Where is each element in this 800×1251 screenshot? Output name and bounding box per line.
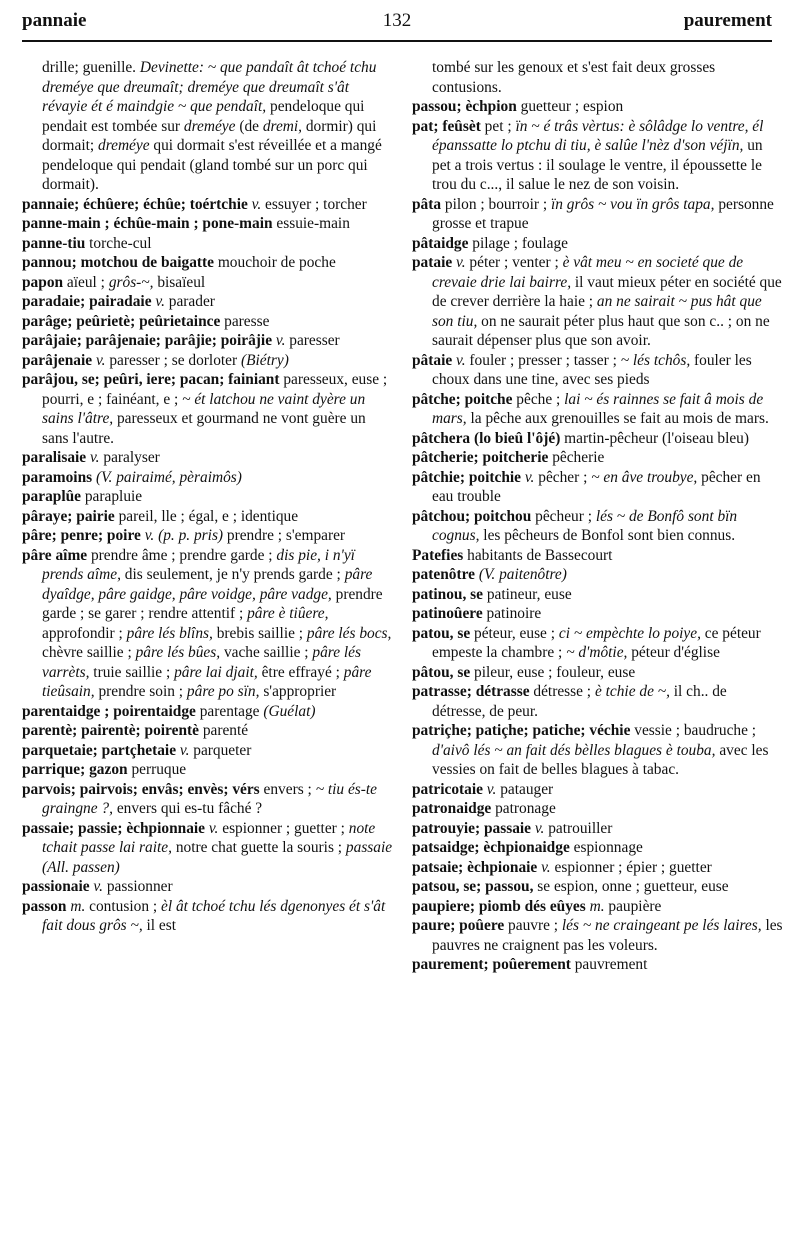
right-column — [412, 58, 784, 975]
dictionary-entry — [412, 721, 784, 780]
entry-text: essuyer ; torcher — [261, 195, 367, 213]
header-left-headword: pannaie — [22, 10, 87, 31]
entry-text: pilage ; foulage — [468, 234, 569, 252]
dictionary-entry — [412, 390, 784, 429]
entry-headword: passaie; passie; èchpionnaie — [22, 819, 205, 837]
entry-headword: parâge; peûrietè; peûrietaince — [22, 312, 221, 330]
dictionary-entry — [412, 585, 784, 605]
entry-text: pendeloque qui pendait est tombée sur — [42, 98, 365, 135]
entry-headword: pâtche; poitche — [412, 390, 513, 408]
entry-headword: pâtchera (lo bieû l'ôjé) — [412, 429, 561, 447]
entry-italic-text: ~ tiu és-te graingne ?, — [42, 780, 378, 817]
entry-text: péteur d'église — [627, 644, 720, 661]
entry-text: paresser ; se dorloter — [105, 351, 241, 369]
dictionary-entry — [22, 214, 394, 234]
entry-text: ce péteur empeste la chambre ; — [432, 624, 761, 661]
entry-text: patinoire — [482, 605, 542, 622]
entry-text: pilon ; bourroir ; — [441, 195, 551, 213]
entry-italic-text: pâre tieûsain, — [42, 663, 372, 700]
entry-italic-text: passaie (All. passen) — [42, 839, 393, 876]
entry-text: les pêcheurs de Bonfol sont bien connus. — [479, 527, 736, 544]
entry-italic-text: v. — [86, 449, 100, 466]
entry-italic-text: dis pie, i n'yï prends aîme, — [42, 546, 355, 583]
entry-text: prendre ; s'emparer — [223, 527, 346, 544]
header-right-headword: paurement — [683, 10, 772, 31]
dictionary-entry — [22, 468, 394, 488]
entry-headword: patrouyie; passaie — [412, 819, 531, 837]
entry-text: espionner ; guetter ; — [218, 819, 349, 837]
dictionary-entry — [412, 682, 784, 721]
entry-text: prendre soin ; — [94, 683, 187, 700]
entry-headword: pâtcherie; poitcherie — [412, 449, 549, 466]
entry-text: péter ; venter ; — [465, 254, 563, 271]
entry-text: fouler ; presser ; tasser ; — [465, 351, 621, 369]
entry-text: parqueter — [189, 741, 252, 759]
entry-text: les pauvres ne craignent pas les voleurs. — [432, 917, 783, 954]
entry-italic-text: v. — [537, 858, 551, 876]
entry-text: se espion, onne ; guetteur, euse — [533, 878, 729, 895]
entry-italic-text: (V. paitenôtre) — [474, 566, 567, 583]
entry-italic-text: pâre lés varrèts, — [42, 644, 361, 681]
entry-text: dormir) qui dormait; — [42, 117, 377, 154]
entry-text: paresser — [285, 332, 340, 349]
entry-text: bisaïeul — [153, 273, 206, 291]
dictionary-entry — [22, 292, 394, 312]
entry-text: paralyser — [99, 449, 160, 466]
entry-italic-text: pâre lés bûes, — [135, 644, 221, 661]
dictionary-entry — [22, 448, 394, 468]
dictionary-entry — [22, 819, 394, 878]
dictionary-entry — [412, 468, 784, 507]
dictionary-entry — [22, 195, 394, 215]
entry-italic-text: dremi, — [262, 117, 303, 135]
dictionary-entry — [22, 253, 394, 273]
entry-italic-text: v. — [452, 254, 466, 271]
dictionary-entry — [412, 234, 784, 254]
entry-italic-text: v. — [92, 351, 106, 369]
entry-headword: parvois; pairvois; envâs; envès; vérs — [22, 780, 260, 798]
entry-text: dis seulement, je n'y prends garde ; — [120, 566, 345, 583]
dictionary-entry — [412, 799, 784, 819]
entry-text: qui dormait s'est réveillée et a mangé pendeloque qui pendait (gland tombé sur un porc qui dormait). — [42, 137, 382, 193]
entry-headword: passionaie — [22, 878, 90, 895]
dictionary-entry — [412, 838, 784, 858]
entry-headword: patsou, se; passou, — [412, 878, 534, 895]
page-number: 132 — [382, 10, 412, 31]
entry-headword: patou, se — [412, 624, 471, 642]
entry-text: pêcher ; — [534, 468, 592, 486]
entry-headword: pannaie; échûere; échûe; toértchie — [22, 195, 248, 213]
dictionary-entry — [412, 916, 784, 955]
header-rule — [22, 40, 772, 42]
dictionary-entry — [22, 721, 394, 741]
entry-headword: pâtou, se — [412, 663, 471, 681]
entry-italic-text: pâre po sïn, — [186, 683, 260, 700]
entry-text: martin-pêcheur (l'oiseau bleu) — [560, 429, 749, 447]
entry-text: patauger — [496, 780, 554, 798]
entry-text: pêcherie — [548, 449, 605, 466]
dictionary-entry — [412, 546, 784, 566]
entry-italic-text: v. — [89, 878, 103, 895]
entry-headword: paradaie; pairadaie — [22, 293, 152, 310]
entry-text: il vaut mieux péter en société que de crever derrière la haie ; — [432, 273, 782, 310]
dictionary-entry — [22, 273, 394, 293]
left-column — [22, 58, 394, 936]
entry-text: tombé sur les genoux et s'est fait deux grosses contusions. — [432, 59, 716, 96]
entry-italic-text: (Guélat) — [263, 702, 316, 720]
entry-headword: patinoûere — [412, 605, 483, 622]
entry-text: parader — [164, 293, 215, 310]
entry-headword: parquetaie; partçhetaie — [22, 741, 177, 759]
dictionary-entry — [412, 507, 784, 546]
entry-headword: paraplûe — [22, 488, 82, 505]
entry-text: passionner — [102, 878, 173, 895]
entry-headword: pâre; penre; poire — [22, 527, 141, 544]
dictionary-entry — [22, 507, 394, 527]
entry-text: avec les vessies on fait de belles blagues à tabac. — [432, 741, 769, 778]
entry-italic-text: v. — [452, 351, 466, 369]
entry-text: approfondir ; — [42, 624, 127, 642]
dictionary-entry — [22, 370, 394, 448]
entry-italic-text: lai ~ és rainnes se fait â mois de mars, — [432, 390, 764, 427]
entry-headword: parentè; pairentè; poirentè — [22, 722, 199, 739]
entry-text: pauvrement — [570, 956, 648, 973]
entry-italic-text: v. — [272, 332, 286, 349]
entry-text: envers ; — [259, 780, 316, 798]
entry-italic-text: lés ~ ne craingeant pe lés laires, — [561, 917, 762, 934]
entry-italic-text: ~ d'môtie, — [566, 644, 628, 661]
entry-italic-text: è vât meu ~ en societé que de crevaie drie lai bairre, — [432, 254, 744, 291]
entry-italic-text: (V. pairaimé, pèraimôs) — [92, 468, 242, 486]
entry-text: patineur, euse — [483, 585, 572, 603]
entry-italic-text: ~ ét latchou ne vaint dyère un sains l'âtre, — [42, 390, 366, 427]
dictionary-entry — [22, 487, 394, 507]
entry-text: détresse ; — [529, 683, 595, 700]
entry-continuation — [412, 58, 784, 97]
entry-continuation — [22, 58, 394, 195]
entry-text: perruque — [127, 761, 187, 778]
dictionary-entry — [412, 448, 784, 468]
dictionary-entry — [22, 897, 394, 936]
entry-text: péteur, euse ; — [470, 624, 559, 642]
entry-text: espionner ; épier ; guetter — [550, 858, 712, 876]
dictionary-entry — [22, 234, 394, 254]
dictionary-entry — [22, 741, 394, 761]
entry-headword: pâtchou; poitchou — [412, 507, 532, 525]
entry-text: envers qui es-tu fâché ? — [112, 800, 263, 817]
entry-headword: paramoins — [22, 468, 93, 486]
entry-italic-text: d'aivô lés ~ an fait dés bèlles blagues è touba, — [432, 741, 716, 759]
entry-italic-text: pâre dyaîdge, pâre gaidge, pâre voidge, pâre vadge, — [42, 566, 373, 603]
entry-text: pêcher en eau trouble — [432, 468, 761, 505]
entry-italic-text: pâre lai djait, — [174, 663, 258, 681]
dictionary-entry — [412, 604, 784, 624]
entry-headword: pâre aîme — [22, 546, 88, 564]
entry-italic-text: è tchie de ~, — [594, 683, 670, 700]
entry-italic-text: v. — [205, 819, 219, 837]
dictionary-entry — [22, 780, 394, 819]
entry-headword: parâjou, se; peûri, iere; pacan; fainiant — [22, 371, 280, 388]
entry-text: (de — [235, 117, 263, 135]
entry-italic-text: Devinette: ~ que pandaît ât tchoé tchu dreméye que dreumaît; dreméye que dreumaît s'ât révayie ét é maindgie ~ que pendaît, — [42, 59, 377, 115]
entry-text: un pet a trois vertus : il soulage le ventre, il époussette le trou du c..., il salue le nez de son voisin. — [432, 137, 763, 193]
dictionary-entry — [412, 858, 784, 878]
entry-headword: passou; èchpion — [412, 98, 517, 115]
entry-italic-text: pâre è tiûere, — [247, 605, 329, 622]
entry-text: brebis saillie ; — [212, 624, 307, 642]
dictionary-entry — [412, 897, 784, 917]
entry-headword: pâtaie — [412, 351, 453, 369]
entry-text: chèvre saillie ; — [42, 644, 136, 661]
entry-headword: Patefies — [412, 546, 464, 564]
entry-text: notre chat guette la souris ; — [171, 839, 346, 856]
dictionary-entry — [412, 624, 784, 663]
entry-text: pileur, euse ; fouleur, euse — [470, 663, 636, 681]
dictionary-entry — [412, 351, 784, 390]
entry-headword: parâjenaie — [22, 351, 93, 369]
entry-italic-text: pâre lés blîns, — [126, 624, 213, 642]
entry-italic-text: lés ~ de Bonfô sont bïn cognus, — [432, 507, 738, 544]
entry-text: patrouiller — [544, 819, 613, 837]
entry-italic-text: dreméye — [183, 117, 236, 135]
entry-text: paupière — [604, 897, 662, 915]
entry-headword: patinou, se — [412, 585, 483, 603]
entry-text: parapluie — [81, 488, 143, 505]
entry-headword: paurement; poûerement — [412, 956, 571, 973]
entry-headword: panne-tiu — [22, 234, 86, 252]
entry-text: vache saillie ; — [220, 644, 313, 661]
entry-text: drille; guenille. — [42, 59, 140, 76]
entry-headword: pâta — [412, 195, 442, 213]
entry-text: torche-cul — [85, 234, 152, 252]
entry-italic-text: note tchait passe lai raite, — [42, 819, 376, 856]
entry-text: habitants de Bassecourt — [463, 546, 613, 564]
entry-text: pet ; — [480, 117, 516, 135]
entry-italic-text: (Biétry) — [240, 351, 289, 369]
entry-italic-text: v. — [482, 780, 497, 798]
entry-text: s'approprier — [259, 683, 337, 700]
entry-text: il est — [142, 917, 177, 934]
entry-headword: patricotaie — [412, 780, 483, 798]
entry-text: il ch.. de détresse, de peur. — [432, 683, 727, 720]
entry-italic-text: m. — [66, 897, 86, 915]
entry-text: pauvre ; — [504, 917, 562, 934]
entry-text: paresseux, euse ; pourri, e ; fainéant, e ; — [42, 371, 388, 408]
entry-headword: pat; feûsèt — [412, 117, 481, 135]
entry-headword: paure; poûere — [412, 917, 505, 934]
entry-headword: passon — [22, 897, 67, 915]
entry-italic-text: ïn grôs ~ vou ïn grôs tapa, — [550, 195, 715, 213]
entry-headword: patenôtre — [412, 566, 475, 583]
entry-text: être effrayé ; — [257, 663, 344, 681]
entry-text: truie saillie ; — [89, 663, 175, 681]
entry-text: aïeul ; — [63, 273, 109, 291]
entry-headword: patsaie; èchpionaie — [412, 858, 538, 876]
dictionary-entry — [22, 526, 394, 546]
dictionary-entry — [22, 760, 394, 780]
entry-text: la pêche aux grenouilles se fait au mois de mars. — [466, 410, 769, 427]
entry-italic-text: pâre lés bocs, — [306, 624, 392, 642]
entry-text: patronage — [491, 800, 556, 817]
entry-headword: pataie — [412, 254, 453, 271]
entry-text: guetteur ; espion — [516, 98, 624, 115]
entry-headword: patronaidge — [412, 800, 492, 817]
entry-text: vessie ; baudruche ; — [630, 722, 757, 739]
entry-headword: patsaidge; èchpionaidge — [412, 839, 570, 856]
dictionary-entry — [412, 819, 784, 839]
entry-headword: patrasse; détrasse — [412, 683, 530, 700]
entry-headword: patriçhe; patiçhe; patiche; véchie — [412, 722, 631, 739]
entry-headword: paupiere; piomb dés eûyes — [412, 897, 586, 915]
dictionary-entry — [412, 195, 784, 234]
entry-italic-text: v. — [176, 741, 190, 759]
entry-text: parenté — [198, 722, 249, 739]
entry-italic-text: ~ en âve troubye, — [591, 468, 698, 486]
entry-headword: panne-main ; échûe-main ; pone-main — [22, 215, 273, 232]
entry-text: parentage — [195, 702, 264, 720]
dictionary-entry — [22, 351, 394, 371]
page-header — [22, 10, 772, 40]
entry-text: personne grosse et trapue — [432, 195, 774, 232]
entry-headword: parentaidge ; poirentaidge — [22, 702, 196, 720]
entry-text: fouler les choux dans une tine, avec ses pieds — [432, 351, 752, 388]
entry-text: mouchoir de poche — [213, 254, 336, 271]
entry-text: paresseux et gourmand ne vont guère un sans l'autre. — [42, 410, 366, 447]
entry-italic-text: dreméye — [98, 137, 150, 154]
dictionary-entry — [412, 877, 784, 897]
dictionary-entry — [22, 877, 394, 897]
entry-italic-text: v. (p. p. pris) — [140, 527, 224, 544]
entry-text: paresse — [220, 312, 270, 330]
dictionary-entry — [22, 331, 394, 351]
entry-headword: parrique; gazon — [22, 761, 128, 778]
entry-italic-text: v. — [531, 819, 545, 837]
entry-headword: papon — [22, 273, 64, 291]
entry-headword: pâtchie; poitchie — [412, 468, 522, 486]
entry-italic-text: grôs-~, — [108, 273, 154, 291]
entry-text: pareil, lle ; égal, e ; identique — [114, 507, 299, 525]
dictionary-entry — [412, 429, 784, 449]
entry-headword: parâjaie; parâjenaie; parâjie; poirâjie — [22, 332, 273, 349]
entry-headword: pannou; motchou de baigatte — [22, 254, 214, 271]
dictionary-entry — [412, 565, 784, 585]
dictionary-entry — [412, 117, 784, 195]
entry-italic-text: ci ~ empèchte lo poiye, — [558, 624, 701, 642]
entry-text: pêcheur ; — [531, 507, 596, 525]
dictionary-entry — [412, 955, 784, 975]
entry-italic-text: an ne sairait ~ pus hât que son tiu, — [432, 293, 762, 330]
entry-italic-text: ïn ~ é trâs vèrtus: è sôlâdge lo ventre, él épanssatte lo ptchu di tiu, è salûe l'nèz d'son véjïn, — [432, 117, 764, 154]
dictionary-entry — [412, 663, 784, 683]
entry-italic-text: m. — [585, 897, 605, 915]
entry-italic-text: èl ât tchoé tchu lés dgenonyes ét s'ât fait dous grôs ~, — [42, 897, 386, 934]
entry-text: espionnage — [569, 839, 643, 856]
entry-italic-text: ~ lés tchôs, — [620, 351, 691, 369]
entry-italic-text: v. — [521, 468, 535, 486]
entry-text: pêche ; — [512, 390, 565, 408]
dictionary-entry — [22, 312, 394, 332]
entry-text: essuie-main — [272, 215, 350, 232]
dictionary-entry — [22, 546, 394, 702]
entry-text: prendre âme ; prendre garde ; — [87, 546, 277, 564]
entry-headword: pâtaidge — [412, 234, 469, 252]
dictionary-entry — [412, 97, 784, 117]
dictionary-entry — [22, 702, 394, 722]
entry-italic-text: v. — [151, 293, 165, 310]
entry-headword: pâraye; pairie — [22, 507, 115, 525]
entry-text: on ne saurait péter plus haut que son c.. ; on ne saurait dépenser plus que son avoir. — [432, 312, 770, 349]
entry-text: prendre garde ; se garer ; rendre attentif ; — [42, 585, 383, 622]
dictionary-entry — [412, 780, 784, 800]
entry-headword: paralisaie — [22, 449, 87, 466]
entry-italic-text: v. — [247, 195, 262, 213]
dictionary-entry — [412, 253, 784, 351]
entry-text: contusion ; — [85, 897, 161, 915]
